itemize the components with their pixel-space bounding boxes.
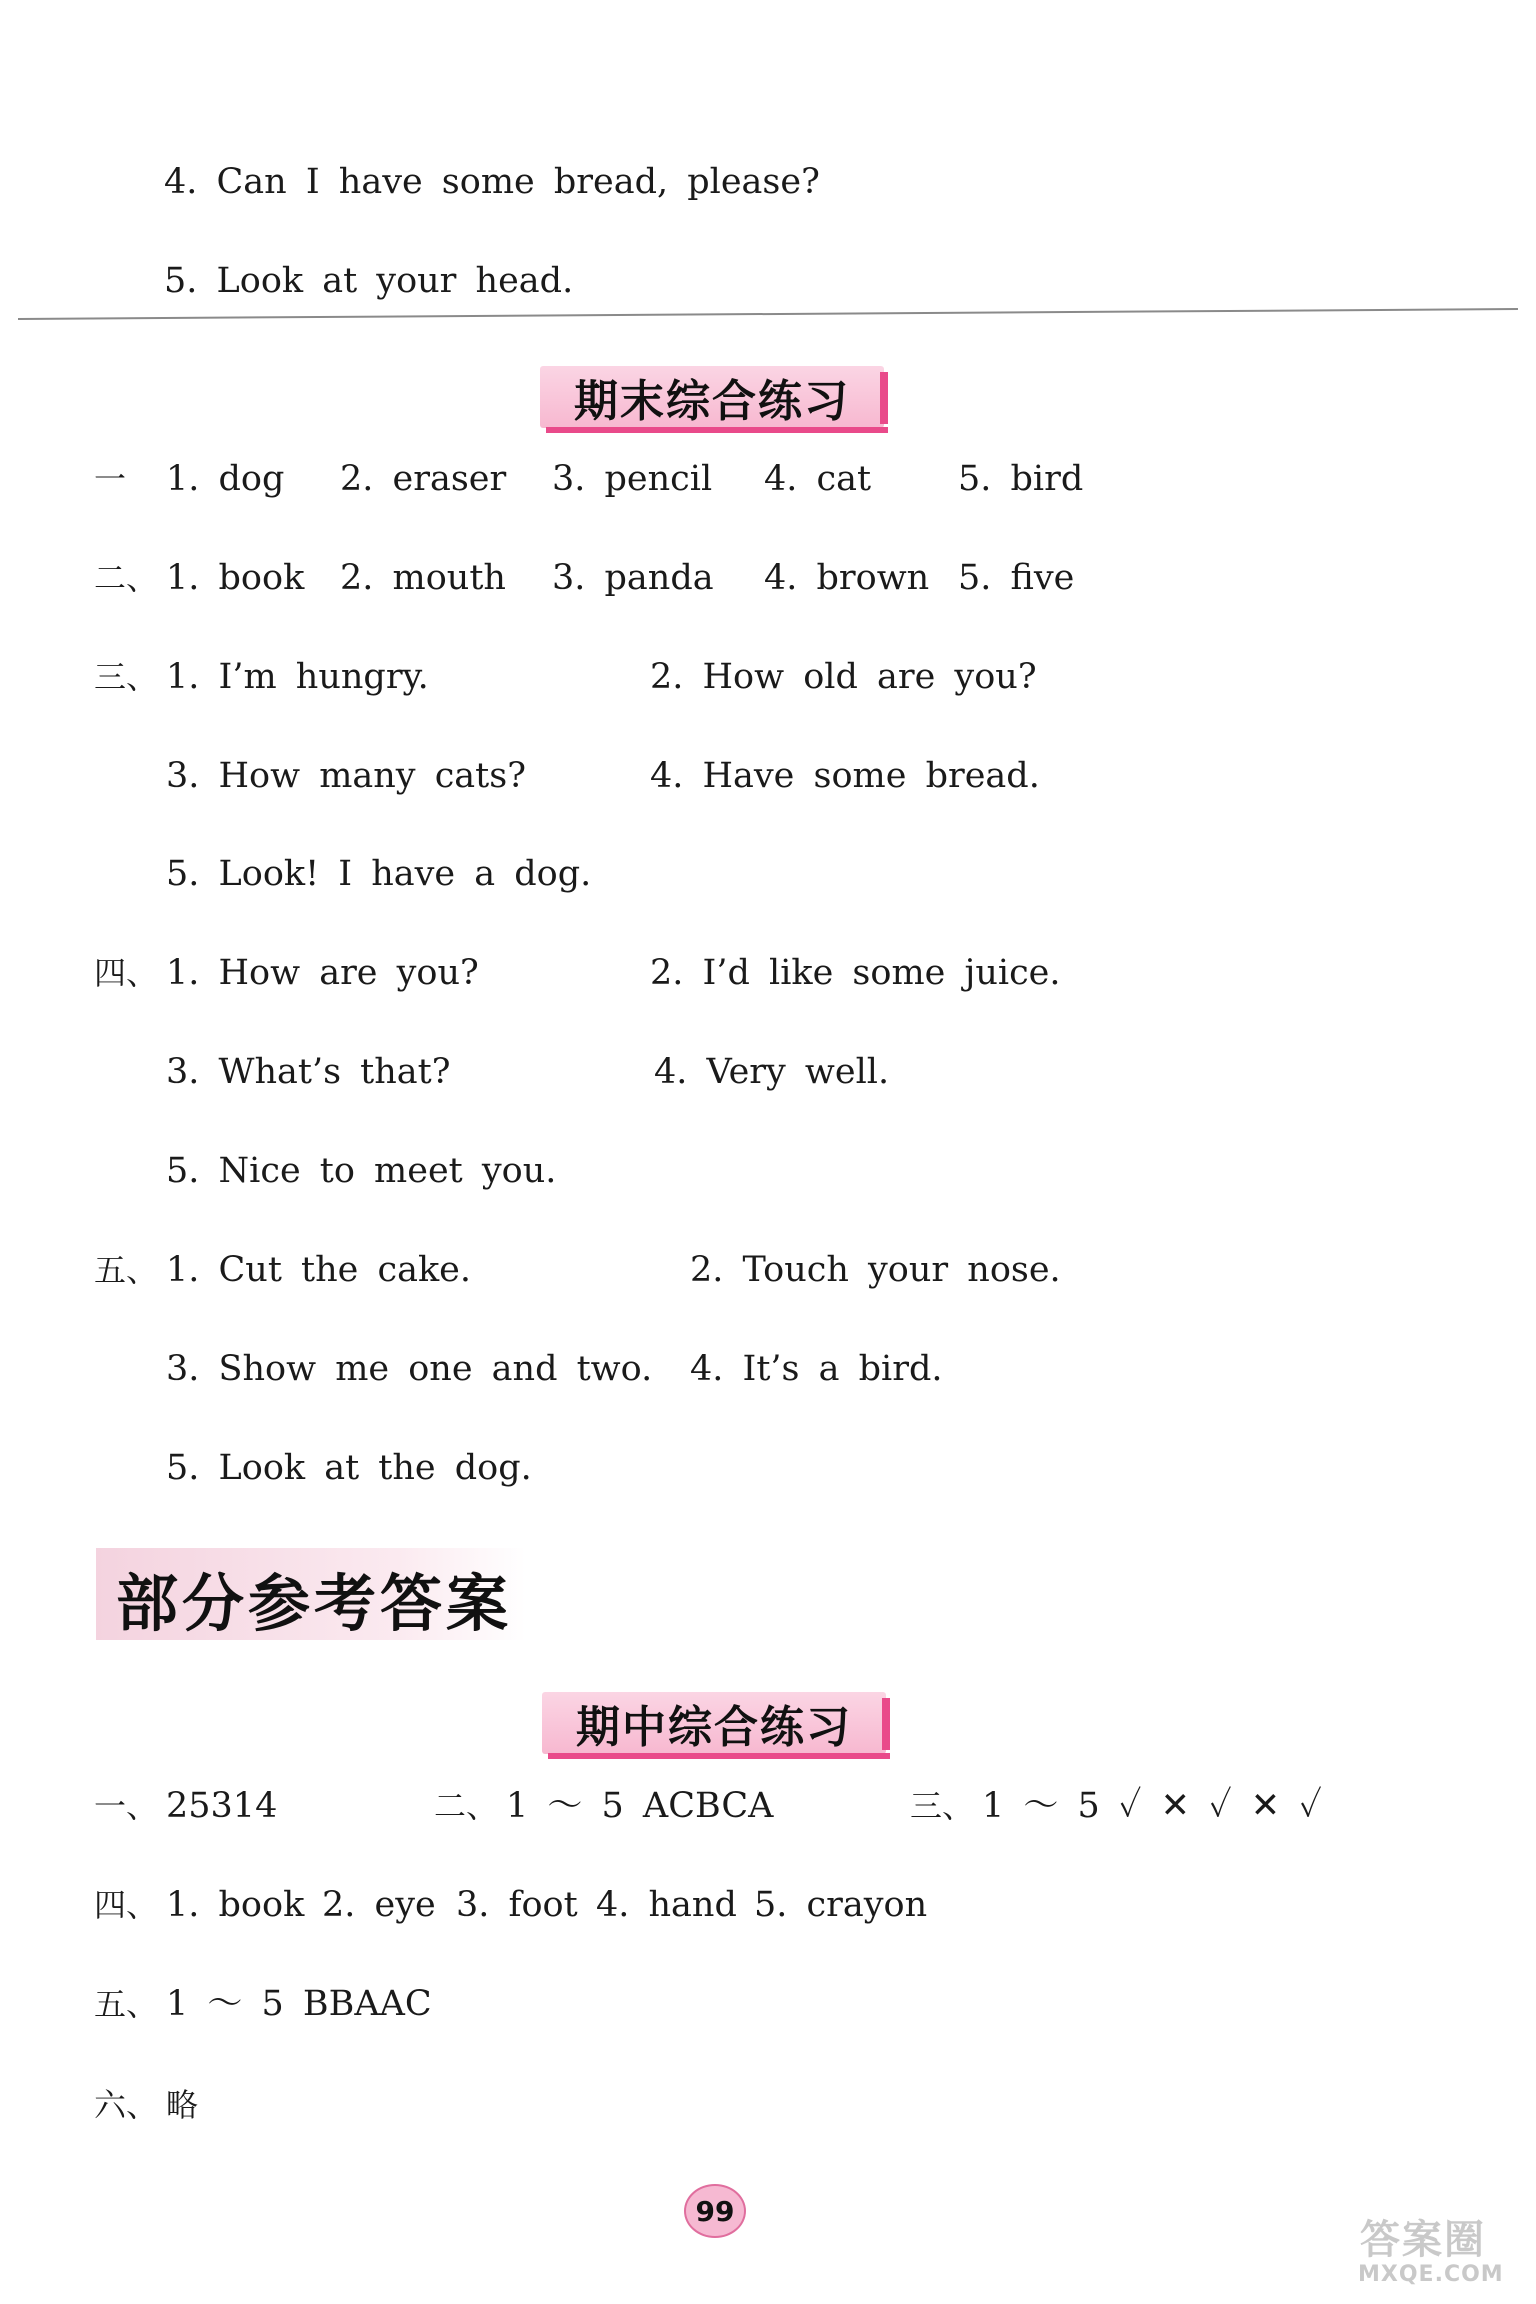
q3-item-3: 3. How many cats? [166, 756, 526, 796]
q5-item-2: 2. Touch your nose. [690, 1250, 1061, 1290]
ans-q4-item-2: 2. eye [322, 1885, 436, 1925]
q5-label: 五、 [94, 1251, 159, 1289]
watermark-logo [1356, 2208, 1526, 2294]
ans-q4-label: 四、 [94, 1886, 159, 1924]
ans-q1-label: 一、 [94, 1787, 159, 1825]
q3-item-5: 5. Look! I have a dog. [166, 854, 592, 894]
ans-q5-label: 五、 [94, 1985, 159, 2023]
midterm-exercise-banner [542, 1692, 886, 1754]
q1-item-3: 3. pencil [552, 459, 713, 499]
midterm-exercise-banner-text: 期中综合练习 [576, 1702, 852, 1753]
ans-q4-item-4: 4. hand [596, 1885, 737, 1925]
q1-item-1: 1. dog [166, 459, 285, 499]
ans-q6-value: 略 [166, 2086, 199, 2124]
ans-q4-item-5: 5. crayon [754, 1885, 928, 1925]
q5-item-1: 1. Cut the cake. [166, 1250, 471, 1290]
q4-item-5: 5. Nice to meet you. [166, 1151, 557, 1191]
q1-label: 一 [94, 460, 127, 498]
answers-section-title-text: 部分参考答案 [116, 1567, 513, 1640]
page-number: 99 [695, 2194, 735, 2228]
final-exercise-banner [540, 366, 884, 428]
q2-label: 二、 [94, 559, 159, 597]
q3-item-1: 1. I’m hungry. [166, 657, 429, 697]
q2-item-2: 2. mouth [340, 558, 506, 598]
q3-item-2: 2. How old are you? [650, 657, 1037, 697]
section-divider [18, 308, 1518, 320]
ans-q2-label: 二、 [434, 1787, 499, 1825]
page-number-badge [684, 2184, 746, 2238]
q4-item-4: 4. Very well. [654, 1052, 890, 1092]
top-line-5: 5. Look at your head. [164, 261, 574, 301]
q1-item-2: 2. eraser [340, 459, 507, 499]
q3-item-4: 4. Have some bread. [650, 756, 1040, 796]
watermark-top-text: 答案圈 [1360, 2217, 1486, 2263]
ans-q4-item-1: 1. book [166, 1885, 305, 1925]
q1-item-4: 4. cat [764, 459, 872, 499]
watermark-bottom-text: MXQE.COM [1358, 2262, 1504, 2287]
q2-item-3: 3. panda [552, 558, 714, 598]
q5-item-4: 4. It’s a bird. [690, 1349, 943, 1389]
ans-q1-value: 25314 [166, 1786, 278, 1826]
ans-q3-value: 1 ～ 5 ✓ ✕ ✓ ✕ ✓ [982, 1786, 1322, 1826]
ans-q2-value: 1 ～ 5 ACBCA [506, 1786, 774, 1826]
final-exercise-banner-text: 期末综合练习 [574, 376, 850, 427]
ans-q3-label: 三、 [910, 1787, 975, 1825]
q2-item-1: 1. book [166, 558, 305, 598]
q4-item-2: 2. I’d like some juice. [650, 953, 1061, 993]
top-line-4: 4. Can I have some bread, please? [164, 162, 820, 202]
ans-q6-label: 六、 [94, 2086, 159, 2124]
answers-section-title [96, 1548, 526, 1640]
q2-item-4: 4. brown [764, 558, 930, 598]
q1-item-5: 5. bird [958, 459, 1084, 499]
q5-item-3: 3. Show me one and two. [166, 1349, 653, 1389]
q4-item-3: 3. What’s that? [166, 1052, 451, 1092]
q2-item-5: 5. five [958, 558, 1075, 598]
ans-q5-value: 1 ～ 5 BBAAC [166, 1984, 432, 2024]
q5-item-5: 5. Look at the dog. [166, 1448, 532, 1488]
q4-label: 四、 [94, 954, 159, 992]
q3-label: 三、 [94, 658, 159, 696]
q4-item-1: 1. How are you? [166, 953, 479, 993]
ans-q4-item-3: 3. foot [456, 1885, 578, 1925]
